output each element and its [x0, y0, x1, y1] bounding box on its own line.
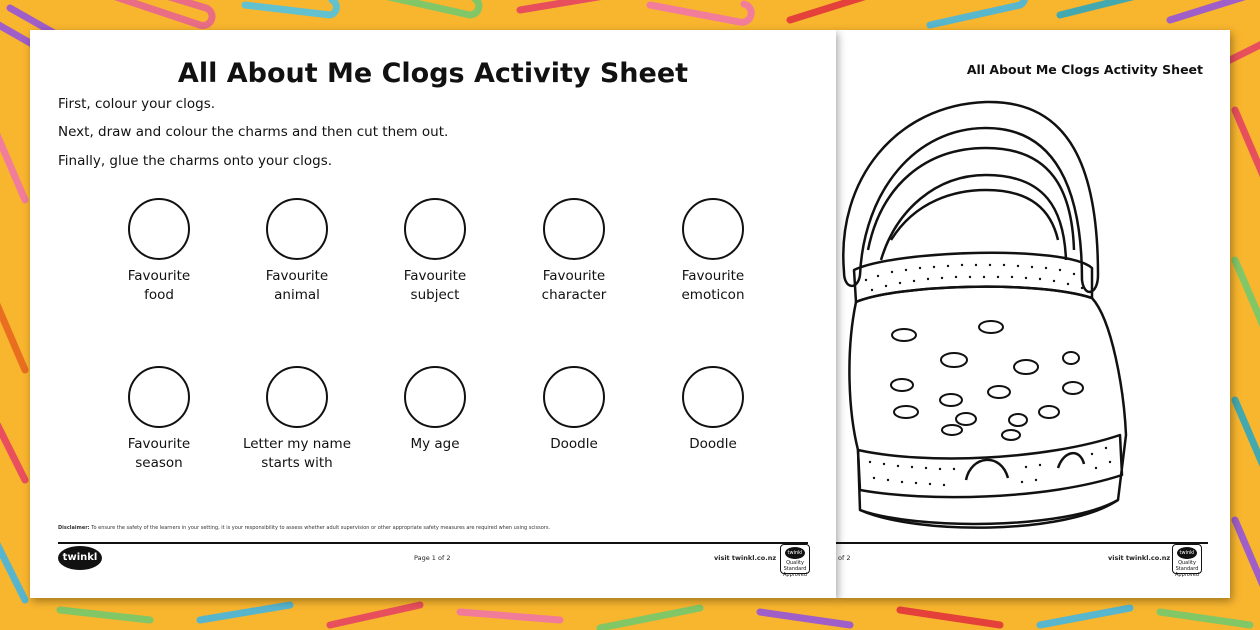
badge-logo: twinkl	[1177, 547, 1197, 559]
badge-logo: twinkl	[785, 547, 805, 559]
charm-label: Favourite emoticon	[681, 268, 745, 303]
twinkl-logo: twinkl	[58, 546, 102, 570]
footer-rule	[58, 542, 808, 544]
charm-circle	[682, 198, 744, 260]
charm-label: Doodle	[550, 436, 598, 452]
instruction-1: First, colour your clogs.	[58, 96, 216, 112]
visit-link[interactable]: visit twinkl.co.nz	[1108, 554, 1171, 562]
disclaimer	[58, 525, 550, 531]
charm-favourite-character	[519, 198, 629, 305]
charm-label: Favourite season	[127, 436, 191, 471]
charm-circle	[128, 366, 190, 428]
instruction-3: Finally, glue the charms onto your clogs.	[58, 153, 333, 169]
charm-favourite-emoticon	[658, 198, 768, 305]
page-number: of 2	[838, 554, 851, 562]
charm-label: Favourite subject	[403, 268, 467, 303]
quality-badge-icon	[1172, 544, 1202, 578]
page-number: Page 1 of 2	[414, 554, 451, 562]
charm-circle	[404, 366, 466, 428]
charm-label: My age	[410, 436, 460, 452]
charm-circle	[543, 366, 605, 428]
disclaimer-text: To ensure the safety of the learners in your setting, it is your responsibility to assess whether adult supervision or other appropriate safety measures are required when using scissors.	[91, 525, 551, 531]
page-2-title: All About Me Clogs Activity Sheet	[966, 62, 1203, 77]
page-title: All About Me Clogs Activity Sheet	[177, 58, 689, 89]
disclaimer-label: Disclaimer:	[58, 525, 90, 531]
charm-label: Doodle	[689, 436, 737, 452]
charm-label: Favourite animal	[265, 268, 329, 303]
charm-favourite-season	[104, 366, 214, 473]
charm-letter-name	[242, 366, 352, 473]
quality-badge-icon	[780, 544, 810, 578]
charm-circle	[266, 198, 328, 260]
charm-my-age	[380, 366, 490, 454]
charm-circle	[128, 198, 190, 260]
charm-circle	[682, 366, 744, 428]
visit-link[interactable]: visit twinkl.co.nz	[714, 554, 777, 562]
charm-circle	[543, 198, 605, 260]
charm-favourite-animal	[242, 198, 352, 305]
charm-doodle-1	[519, 366, 629, 454]
activity-sheet-page-1	[30, 30, 836, 598]
clog-illustration	[836, 90, 1136, 540]
charm-doodle-2	[658, 366, 768, 454]
badge-text: Quality Standard Approved	[1175, 560, 1199, 578]
footer-rule	[836, 542, 1208, 544]
badge-text: Quality Standard Approved	[783, 560, 807, 578]
charm-favourite-food	[104, 198, 214, 305]
charm-label: Favourite food	[127, 268, 191, 303]
charm-label: Favourite character	[541, 268, 607, 303]
charm-label: Letter my name starts with	[242, 436, 352, 471]
activity-sheet-page-2	[836, 30, 1230, 598]
charm-circle	[266, 366, 328, 428]
instruction-2: Next, draw and colour the charms and then cut them out.	[58, 124, 449, 140]
charm-favourite-subject	[380, 198, 490, 305]
charm-circle	[404, 198, 466, 260]
